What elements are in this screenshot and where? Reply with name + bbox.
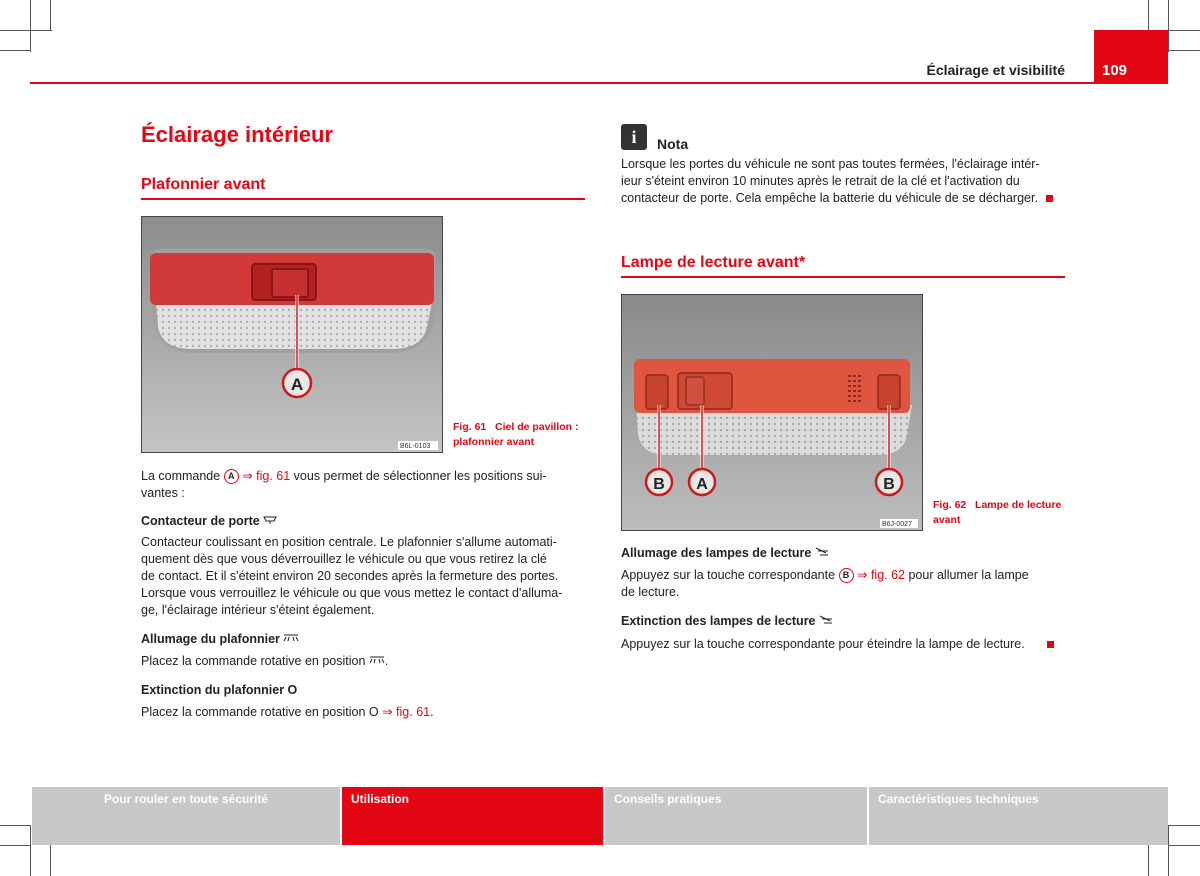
page-number-box bbox=[1094, 30, 1168, 84]
fig-61-link-2[interactable]: ⇒ fig. 61 bbox=[382, 705, 431, 719]
figure-61-callout-a: A bbox=[290, 375, 304, 394]
figure-61-caption-num: Fig. 61 bbox=[453, 421, 487, 433]
callout-a-badge: A bbox=[224, 469, 239, 484]
crop-mark bbox=[1168, 0, 1169, 52]
crop-mark bbox=[30, 825, 31, 876]
off-text: Placez la commande rotative en position O bbox=[141, 705, 379, 719]
reading-on-text-2: pour allumer la lampe bbox=[908, 568, 1029, 582]
header-rule bbox=[30, 82, 1168, 84]
reading-lamp-icon bbox=[819, 615, 833, 625]
door-contact-icon bbox=[263, 515, 277, 525]
nota-title: Nota bbox=[657, 136, 689, 152]
tab-safety[interactable] bbox=[32, 787, 340, 845]
contact-line: quement dès que vous déverrouillez le véhicule ou que vous retirez la clé bbox=[141, 552, 547, 566]
figure-62 bbox=[621, 294, 923, 531]
figure-62-illustration bbox=[622, 295, 922, 530]
figure-62-code: B6J-0027 bbox=[882, 521, 912, 528]
contact-line: Lorsque vous verrouillez le véhicule ou que vous mettez le contact d'alluma- bbox=[141, 586, 563, 600]
figure-62-callout-b-left: B bbox=[653, 476, 665, 493]
tab-utilisation[interactable] bbox=[342, 787, 603, 845]
crop-mark bbox=[1168, 825, 1200, 826]
callout-b-badge: B bbox=[839, 568, 854, 583]
reading-off-title bbox=[621, 613, 833, 630]
contact-line: ge, l'éclairage intérieur s'éteint également. bbox=[141, 603, 375, 617]
crop-mark bbox=[1168, 845, 1200, 846]
reading-off-paragraph bbox=[621, 636, 1091, 653]
contact-title-text: Contacteur de porte bbox=[141, 514, 260, 528]
figure-61-caption-text-1: Ciel de pavillon : bbox=[495, 421, 579, 433]
fig-61-link[interactable]: ⇒ fig. 61 bbox=[242, 469, 291, 483]
lamp-on-icon bbox=[369, 655, 385, 665]
off-text-end: . bbox=[430, 705, 434, 719]
crop-mark bbox=[1168, 825, 1169, 876]
contact-line: Contacteur coulissant en position centrale. Le plafonnier s'allume automati- bbox=[141, 535, 557, 549]
tab-label: Utilisation bbox=[351, 792, 410, 806]
off-paragraph bbox=[141, 704, 434, 721]
tab-label: Caractéristiques techniques bbox=[878, 792, 1039, 806]
crop-mark bbox=[50, 0, 51, 30]
crop-mark bbox=[50, 845, 51, 876]
crop-mark bbox=[1148, 0, 1149, 30]
end-marker bbox=[1047, 641, 1054, 648]
end-marker bbox=[1046, 195, 1053, 202]
on-paragraph bbox=[141, 653, 388, 670]
nota-line-text: contacteur de porte. Cela empêche la batterie du véhicule de se décharger. bbox=[621, 191, 1038, 205]
page-title: Éclairage intérieur bbox=[141, 122, 333, 147]
reading-lamp-icon bbox=[815, 547, 829, 557]
section-title-plafonnier: Plafonnier avant bbox=[141, 176, 585, 200]
intro-text-1: La commande bbox=[141, 469, 221, 483]
crop-mark bbox=[1168, 50, 1200, 51]
tab-conseils[interactable] bbox=[605, 787, 867, 845]
figure-62-callout-a: A bbox=[696, 476, 708, 493]
nota-line bbox=[621, 190, 1081, 207]
crop-mark bbox=[0, 30, 52, 31]
figure-62-caption bbox=[933, 498, 1073, 528]
on-title-text: Allumage du plafonnier bbox=[141, 632, 280, 646]
nota-line: ieur s'éteint environ 10 minutes après le retrait de la clé et l'activation du bbox=[621, 174, 1020, 188]
crop-mark bbox=[1148, 845, 1149, 876]
section-title-lampe: Lampe de lecture avant* bbox=[621, 254, 1065, 278]
reading-off-text: Appuyez sur la touche correspondante pour éteindre la lampe de lecture. bbox=[621, 637, 1025, 651]
reading-on-title bbox=[621, 545, 829, 562]
figure-62-callout-b-right: B bbox=[883, 476, 895, 493]
intro-text-3: vantes : bbox=[141, 486, 185, 500]
crop-mark bbox=[30, 0, 31, 52]
contact-line: de contact. Et il s'éteint environ 20 secondes après la fermeture des portes. bbox=[141, 569, 559, 583]
info-icon: i bbox=[621, 124, 647, 150]
reading-on-text-1: Appuyez sur la touche correspondante bbox=[621, 568, 836, 582]
crop-mark bbox=[0, 825, 30, 826]
off-title: Extinction du plafonnier O bbox=[141, 683, 298, 697]
reading-off-title-text: Extinction des lampes de lecture bbox=[621, 614, 816, 628]
header-title: Éclairage et visibilité bbox=[926, 62, 1065, 78]
reading-on-paragraph bbox=[621, 567, 1081, 601]
lamp-on-icon bbox=[283, 633, 299, 643]
on-text-end: . bbox=[384, 654, 389, 668]
figure-61-illustration bbox=[142, 217, 442, 452]
reading-on-title-text: Allumage des lampes de lecture bbox=[621, 546, 812, 560]
on-text: Placez la commande rotative en position bbox=[141, 654, 366, 668]
figure-61-caption-text-2: plafonnier avant bbox=[453, 436, 535, 448]
figure-62-caption-text-2: avant bbox=[933, 514, 961, 526]
crop-mark bbox=[0, 50, 30, 51]
tab-label: Pour rouler en toute sécurité bbox=[103, 792, 269, 806]
page-number: 109 bbox=[1102, 62, 1128, 79]
fig-62-link[interactable]: ⇒ fig. 62 bbox=[857, 568, 905, 582]
reading-on-text-3: de lecture. bbox=[621, 585, 680, 599]
figure-61 bbox=[141, 216, 443, 453]
figure-62-caption-num: Fig. 62 bbox=[933, 499, 967, 511]
crop-mark bbox=[1168, 30, 1200, 31]
intro-paragraph bbox=[141, 468, 585, 502]
contact-paragraph bbox=[141, 534, 585, 619]
tab-caracteristiques[interactable] bbox=[869, 787, 1168, 845]
figure-61-code: B6L-0103 bbox=[400, 443, 431, 450]
on-title bbox=[141, 631, 299, 648]
tab-label: Conseils pratiques bbox=[614, 792, 722, 806]
nota-paragraph bbox=[621, 156, 1081, 207]
intro-text-2: vous permet de sélectionner les positions sui- bbox=[293, 469, 547, 483]
figure-62-caption-text-1: Lampe de lecture bbox=[975, 499, 1062, 511]
nota-line: Lorsque les portes du véhicule ne sont pas toutes fermées, l'éclairage intér- bbox=[621, 157, 1040, 171]
figure-61-caption bbox=[453, 420, 593, 450]
crop-mark bbox=[0, 845, 30, 846]
contact-title bbox=[141, 513, 277, 530]
